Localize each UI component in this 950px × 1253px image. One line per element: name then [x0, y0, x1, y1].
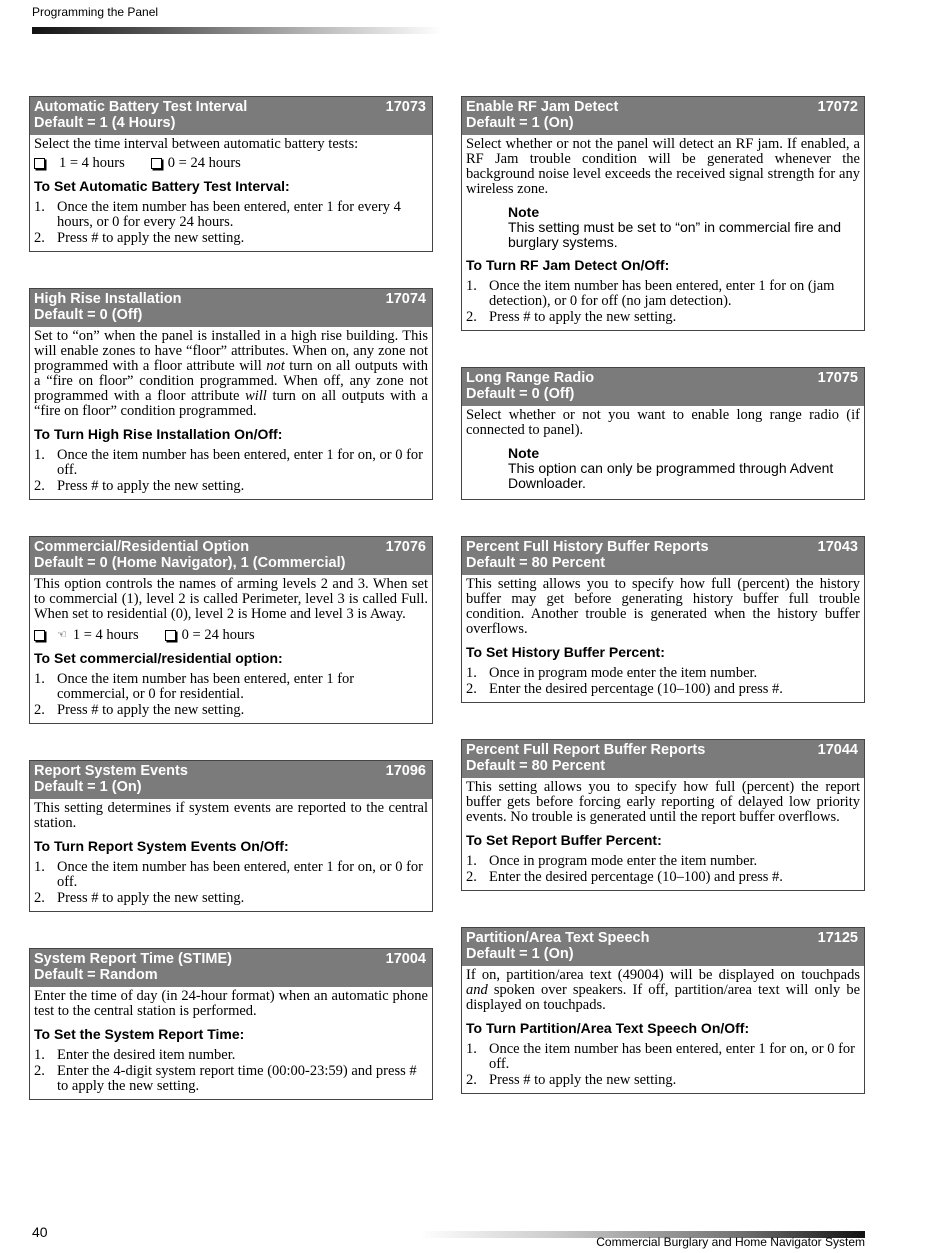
system-report-time-box — [29, 948, 433, 1100]
steps-list — [34, 672, 428, 718]
item-number: 17076 — [385, 539, 426, 555]
list-item: 2. Press # to apply the new setting. — [34, 478, 245, 494]
list-item: 1. Once the item number has been entered, enter 1 for on, or 0 for off. — [466, 1041, 855, 1072]
intro-text: This option controls the names of arming levels 2 and 3. When set to commercial (1), level 2 is called Perimeter, level 3 is called Full. When set to residential (0), level 2 is Home and level 3 is Away. — [34, 576, 428, 622]
box-body — [30, 799, 432, 911]
steps-list — [466, 1042, 860, 1088]
box-title: High Rise Installation — [34, 291, 182, 307]
list-item: 1. Once in program mode enter the item number. — [466, 853, 758, 869]
box-title: Percent Full Report Buffer Reports — [466, 742, 706, 758]
commercial-residential-box — [29, 536, 433, 724]
note — [508, 205, 856, 250]
intro-text: Select whether or not you want to enable long range radio (if connected to panel). — [466, 407, 860, 438]
option-row — [34, 156, 428, 171]
running-footer: Commercial Burglary and Home Navigator System — [596, 1235, 865, 1249]
list-item: 2. Press # to apply the new setting. — [34, 702, 245, 718]
list-item: 1. Once the item number has been entered, enter 1 for on, or 0 for off. — [34, 859, 423, 890]
item-number: 17075 — [817, 370, 858, 386]
intro-text: This setting allows you to specify how full (percent) the report buffer gets before forcing early reporting of delayed low priority events. No trouble is generated until the report buffer overflows. — [466, 779, 860, 825]
option-label: 1 = 4 hours — [72, 627, 139, 643]
box-title: Percent Full History Buffer Reports — [466, 539, 709, 555]
box-header — [462, 368, 864, 406]
list-item: 1. Once the item number has been entered, enter 1 for on, or 0 for off. — [34, 447, 423, 478]
long-range-radio-box — [461, 367, 865, 500]
box-body — [462, 966, 864, 1093]
page-number: 40 — [32, 1224, 48, 1240]
list-item: 1. Once in program mode enter the item number. — [466, 665, 758, 681]
left-column — [29, 96, 433, 1136]
history-buffer-box — [461, 536, 865, 703]
option-row — [34, 628, 428, 643]
report-buffer-box — [461, 739, 865, 891]
steps-list — [466, 666, 860, 697]
box-body — [30, 135, 432, 251]
steps-list — [466, 279, 860, 325]
item-number: 17004 — [385, 951, 426, 967]
steps-list — [34, 860, 428, 906]
checkbox-icon — [165, 630, 176, 641]
subheading: To Set Report Buffer Percent: — [466, 832, 662, 848]
intro-text: This setting allows you to specify how full (percent) the history buffer may get before generating history buffer full trouble condition. Another trouble is generated when the history buffer overflows. — [466, 576, 860, 637]
report-system-events-box — [29, 760, 433, 912]
box-header — [462, 740, 864, 778]
item-number: 17072 — [817, 99, 858, 115]
note-text: This option can only be programmed through Advent Downloader. — [508, 460, 834, 491]
box-default: Default = 1 (4 Hours) — [34, 115, 176, 131]
intro-text: Select the time interval between automatic battery tests: — [34, 136, 359, 152]
list-item: 1. Once the item number has been entered, enter 1 for on (jam detection), or 0 for off (no jam detection). — [466, 278, 835, 309]
box-body — [462, 406, 864, 499]
box-default: Default = 0 (Home Navigator), 1 (Commercial) — [34, 555, 346, 571]
subheading: To Set History Buffer Percent: — [466, 644, 665, 660]
rf-jam-box — [461, 96, 865, 331]
list-item: 1. Enter the desired item number. — [34, 1047, 236, 1063]
subheading: To Set commercial/residential option: — [34, 650, 283, 666]
box-default: Default = 0 (Off) — [466, 386, 575, 402]
checkbox-icon — [34, 630, 45, 641]
box-title: Partition/Area Text Speech — [466, 930, 650, 946]
box-header — [30, 537, 432, 575]
intro-text: Set to “on” when the panel is installed in a high rise building. This will enable zones to have “floor” attributes. When on, any zone not programmed with a floor attribute will not turn on all outputs with a “fire on floor” condition programmed. When off, any zone not programmed with a floor attribute will turn on all outputs with a “fire on floor” condition programmed. — [34, 328, 428, 419]
right-column — [461, 96, 865, 1130]
box-title: Report System Events — [34, 763, 188, 779]
box-header — [30, 289, 432, 327]
box-header — [462, 537, 864, 575]
box-default: Default = 80 Percent — [466, 758, 606, 774]
box-body — [462, 575, 864, 702]
option-label: 1 = 4 hours — [59, 155, 125, 171]
item-number: 17043 — [817, 539, 858, 555]
pointer-icon: ☜ — [57, 629, 67, 641]
list-item: 2. Press # to apply the new setting. — [466, 1072, 677, 1088]
intro-text: This setting determines if system events are reported to the central station. — [34, 800, 428, 831]
subheading: To Turn Report System Events On/Off: — [34, 838, 289, 854]
note-title: Note — [508, 204, 540, 220]
subheading: To Turn High Rise Installation On/Off: — [34, 426, 283, 442]
subheading: To Set the System Report Time: — [34, 1026, 245, 1042]
box-header — [30, 761, 432, 799]
box-default: Default = 1 (On) — [466, 946, 574, 962]
item-number: 17044 — [817, 742, 858, 758]
checkbox-icon — [151, 158, 162, 169]
high-rise-box — [29, 288, 433, 500]
box-body — [30, 327, 432, 499]
box-body — [462, 778, 864, 890]
box-header — [30, 949, 432, 987]
item-number: 17096 — [385, 763, 426, 779]
list-item: 2. Press # to apply the new setting. — [34, 230, 245, 246]
box-title: Commercial/Residential Option — [34, 539, 250, 555]
running-header: Programming the Panel — [32, 5, 159, 19]
option-label: 0 = 24 hours — [181, 627, 255, 643]
list-item: 1. Once the item number has been entered, enter 1 for every 4 hours, or 0 for every 24 hours. — [34, 199, 401, 230]
box-default: Default = 80 Percent — [466, 555, 606, 571]
intro-text: Select whether or not the panel will detect an RF jam. If enabled, a RF Jam trouble condition will be generated whenever the background noise level exceeds the received signal strength for any wireless zone. — [466, 136, 860, 197]
item-number: 17074 — [385, 291, 426, 307]
list-item: 2. Enter the desired percentage (10–100) and press #. — [466, 681, 783, 697]
box-header — [462, 928, 864, 966]
steps-list — [34, 1048, 428, 1094]
box-title: System Report Time (STIME) — [34, 951, 232, 967]
box-default: Default = 0 (Off) — [34, 307, 143, 323]
box-title: Automatic Battery Test Interval — [34, 99, 248, 115]
box-body — [30, 987, 432, 1099]
box-body — [462, 135, 864, 330]
list-item: 2. Enter the 4-digit system report time (00:00-23:59) and press # to apply the new setting. — [34, 1063, 417, 1094]
list-item: 2. Press # to apply the new setting. — [34, 890, 245, 906]
box-default: Default = Random — [34, 967, 158, 983]
note-title: Note — [508, 445, 540, 461]
top-rule — [32, 27, 442, 34]
item-number: 17125 — [817, 930, 858, 946]
list-item: 1. Once the item number has been entered, enter 1 for commercial, or 0 for residential. — [34, 671, 355, 702]
note-text: This setting must be set to “on” in commercial fire and burglary systems. — [508, 219, 842, 250]
intro-text: Enter the time of day (in 24-hour format) when an automatic phone test to the central station is performed. — [34, 988, 428, 1019]
box-default: Default = 1 (On) — [34, 779, 142, 795]
intro-text: If on, partition/area text (49004) will be displayed on touchpads and spoken over speakers. If off, partition/area text will only be displayed on touchpads. — [466, 967, 860, 1013]
steps-list — [34, 448, 428, 494]
option-label: 0 = 24 hours — [167, 155, 241, 171]
text-speech-box — [461, 927, 865, 1094]
subheading: To Set Automatic Battery Test Interval: — [34, 178, 290, 194]
box-default: Default = 1 (On) — [466, 115, 574, 131]
checkbox-icon — [34, 158, 45, 169]
subheading: To Turn Partition/Area Text Speech On/Off: — [466, 1020, 750, 1036]
box-header — [462, 97, 864, 135]
box-body — [30, 575, 432, 723]
steps-list — [34, 200, 428, 246]
box-title: Enable RF Jam Detect — [466, 99, 619, 115]
list-item: 2. Enter the desired percentage (10–100) and press #. — [466, 869, 783, 885]
list-item: 2. Press # to apply the new setting. — [466, 309, 677, 325]
note — [508, 446, 856, 491]
item-number: 17073 — [385, 99, 426, 115]
subheading: To Turn RF Jam Detect On/Off: — [466, 257, 670, 273]
box-title: Long Range Radio — [466, 370, 595, 386]
battery-test-box — [29, 96, 433, 252]
steps-list — [466, 854, 860, 885]
box-header — [30, 97, 432, 135]
